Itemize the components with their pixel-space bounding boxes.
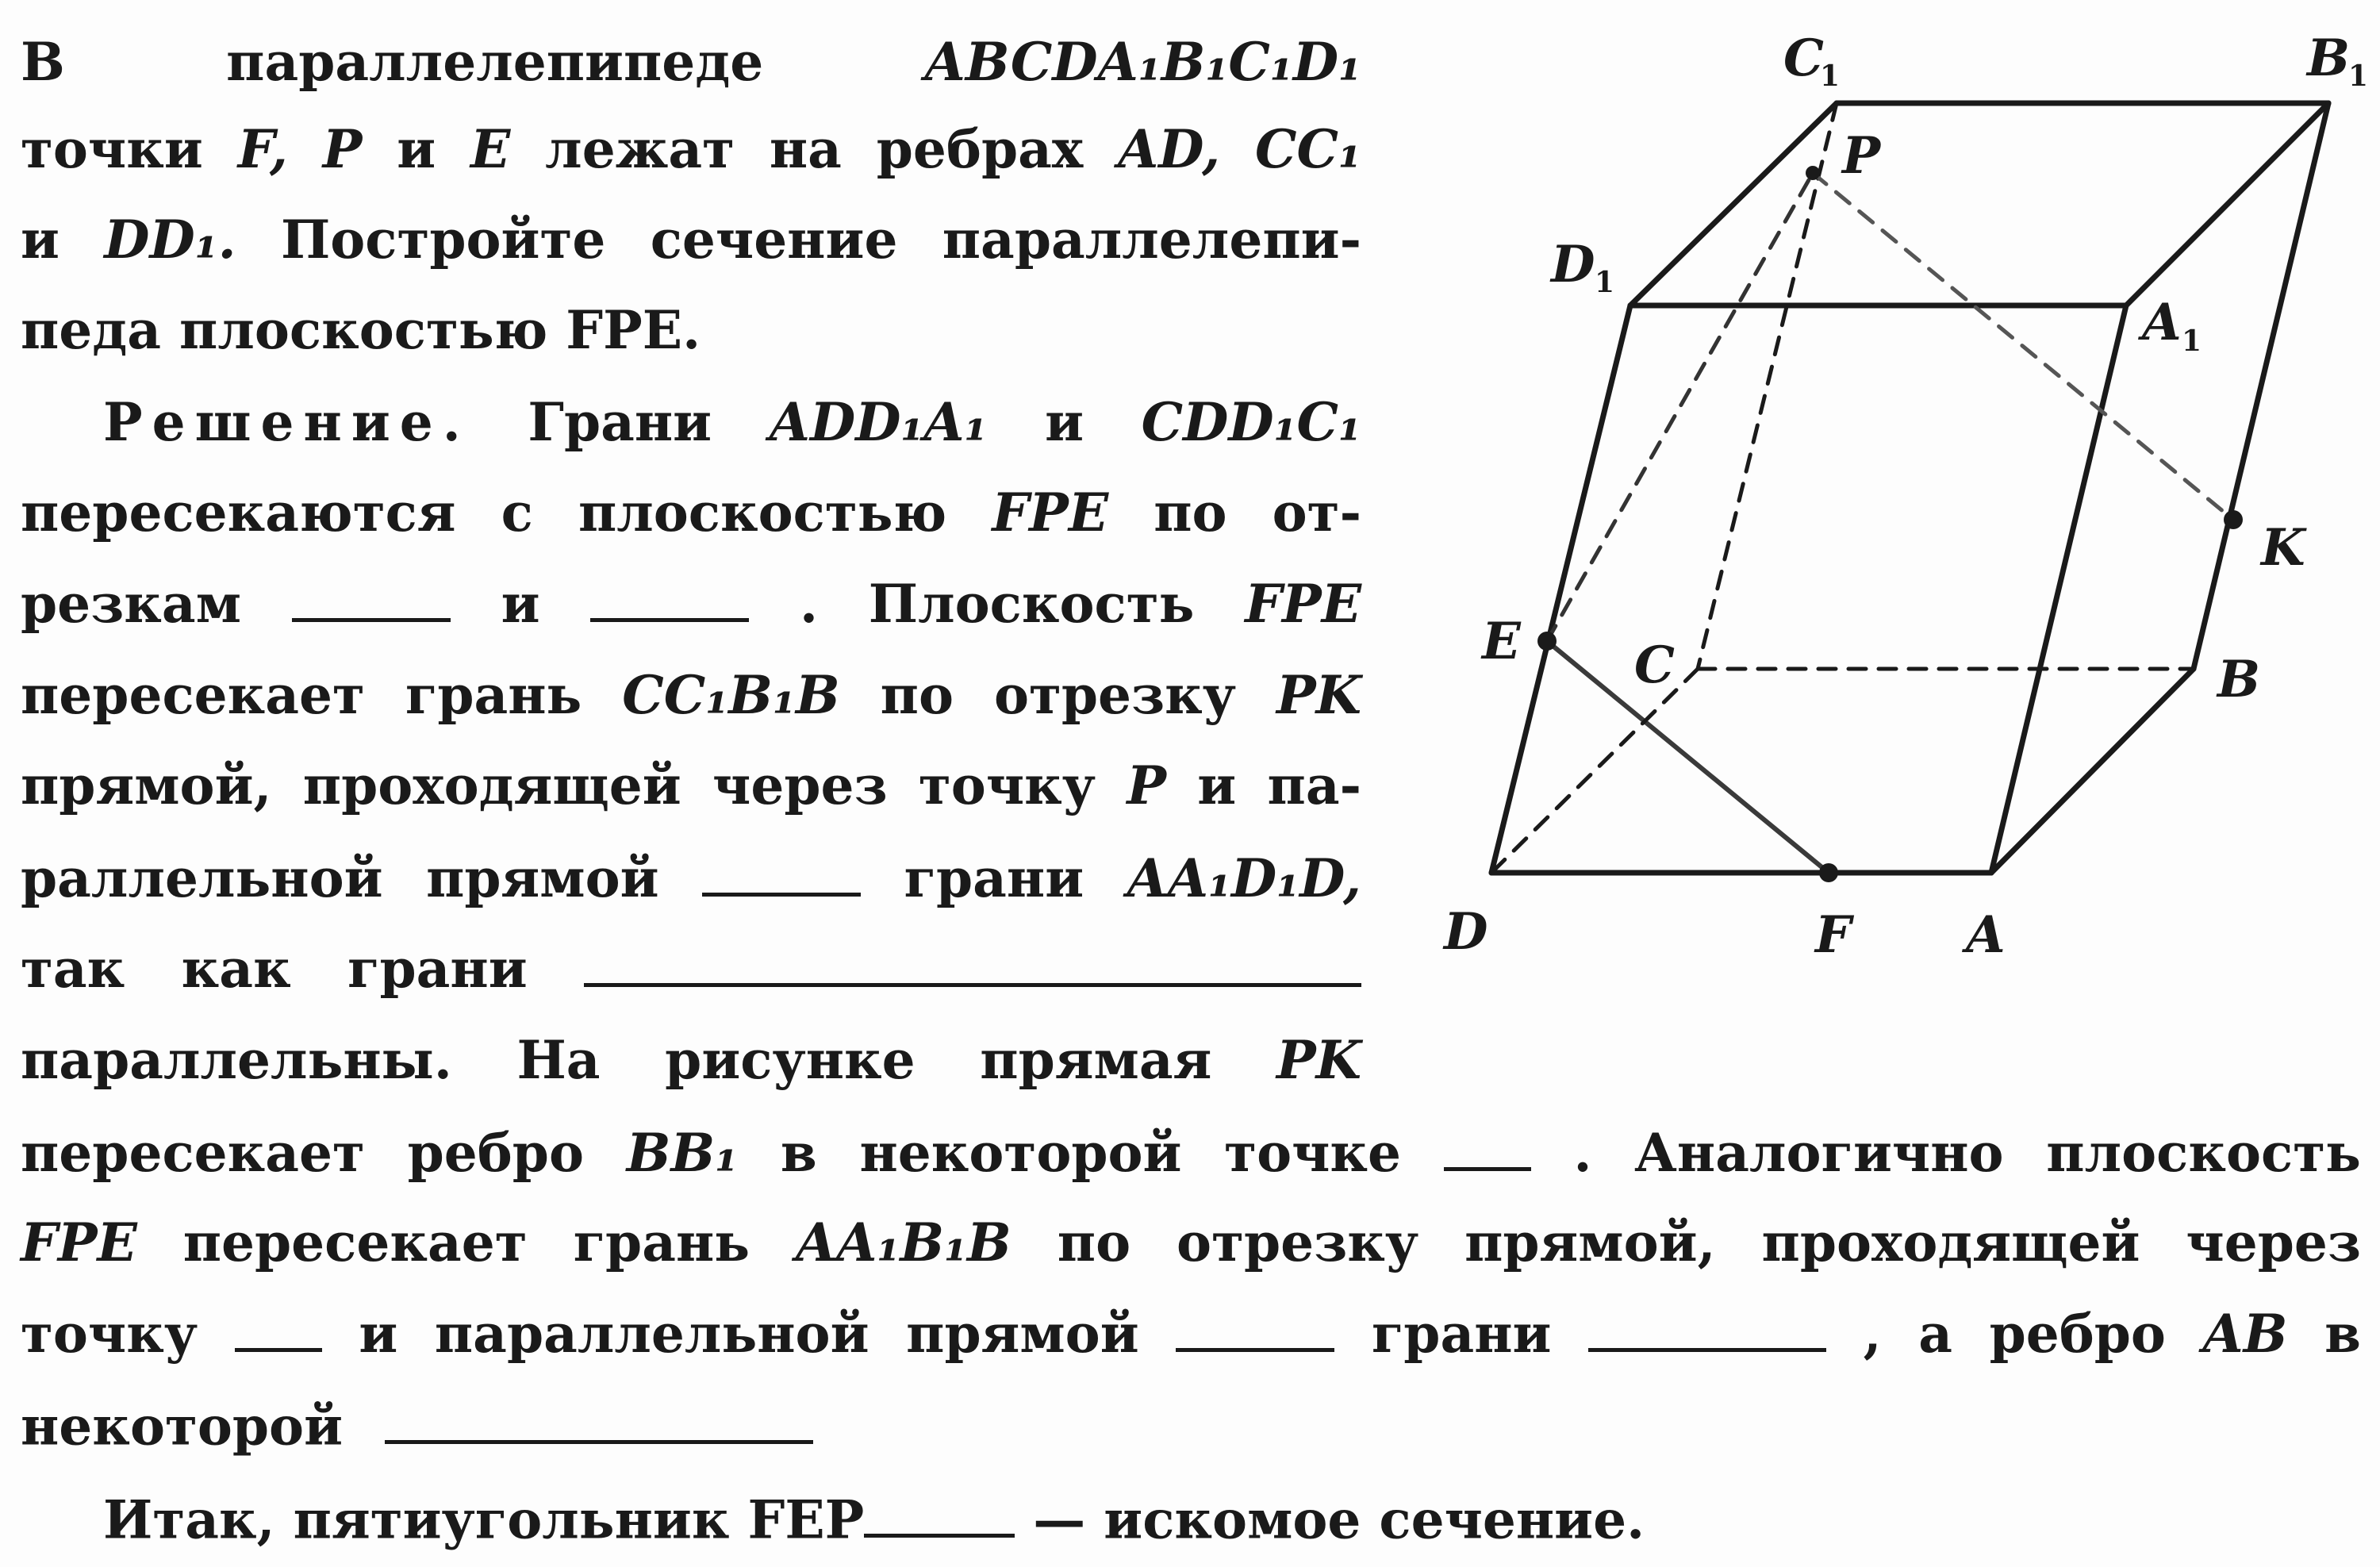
word: ребро — [407, 1122, 584, 1185]
math-term: ABCDA₁B₁C₁D₁ — [924, 31, 1361, 93]
word: и — [1197, 755, 1237, 816]
word: с — [501, 482, 533, 543]
svg-text:1: 1 — [2348, 60, 2369, 93]
label-A: A — [1966, 905, 2006, 965]
edge-AB — [1991, 669, 2194, 873]
solution-heading: Решение. — [103, 391, 470, 453]
word: и — [1045, 391, 1084, 453]
word: точку — [21, 1303, 198, 1365]
math-term: AD, — [1118, 118, 1221, 180]
math-term: CC₁ — [1254, 118, 1361, 180]
label-C1: C — [1783, 29, 1824, 88]
word: как — [181, 938, 291, 1000]
word: и — [359, 1303, 398, 1365]
conclusion-text: Итак, пятиугольник FEP — [103, 1488, 865, 1551]
math-term: CC₁B₁B — [622, 664, 840, 726]
word: пересекает — [182, 1212, 528, 1273]
word: на — [769, 118, 842, 180]
word: отрезку — [1177, 1212, 1419, 1273]
word: по — [1154, 482, 1227, 543]
word: пересекает — [21, 664, 365, 726]
math-term: CDD₁C₁ — [1141, 391, 1361, 453]
word: через — [712, 755, 888, 816]
math-term: FPE — [992, 482, 1109, 543]
word: проходящей — [302, 755, 681, 816]
word: некоторой — [859, 1122, 1182, 1185]
word: Аналогично — [1634, 1122, 2004, 1185]
word: сечение — [650, 209, 898, 271]
word: прямая — [980, 1029, 1212, 1091]
word: прямой — [906, 1303, 1139, 1365]
edge-CD-hidden — [1491, 669, 1698, 873]
label-P: P — [1842, 126, 1881, 186]
word: а — [1918, 1303, 1953, 1365]
label-A1: A — [2142, 293, 2182, 352]
word: через — [2186, 1212, 2361, 1273]
word: проходящей — [1761, 1212, 2140, 1273]
word: плоскостью — [578, 482, 947, 543]
word: В — [21, 31, 65, 93]
word: прямой, — [1464, 1212, 1716, 1273]
word: точке — [1224, 1122, 1402, 1185]
word: прямой — [426, 847, 659, 910]
edge-A1A — [1991, 305, 2126, 873]
word: так — [21, 938, 125, 1000]
conclusion-text: — искомое сечение. — [1015, 1488, 1645, 1551]
word: грани — [347, 938, 528, 1000]
math-term: PK — [1276, 664, 1361, 726]
word: некоторой — [21, 1395, 344, 1458]
word: рисунке — [665, 1029, 916, 1091]
word: лежат — [545, 118, 735, 180]
word: от- — [1272, 482, 1361, 543]
word: па- — [1267, 755, 1361, 816]
label-C: C — [1634, 636, 1675, 695]
point-P — [1806, 166, 1820, 180]
math-term: PK — [1276, 1029, 1361, 1091]
math-term: P — [1127, 755, 1166, 816]
word: плоскость — [2046, 1122, 2361, 1185]
word: параллельны. — [21, 1029, 452, 1091]
word: параллелепи- — [942, 209, 1361, 271]
word: ребрах — [876, 118, 1084, 180]
math-term: E — [470, 118, 511, 180]
label-F: F — [1815, 905, 1852, 965]
word: в — [780, 1122, 817, 1185]
word: грани — [1371, 1303, 1552, 1365]
section-EF — [1547, 641, 1829, 873]
point-K — [2224, 510, 2243, 529]
math-term: AA₁D₁D, — [1127, 847, 1361, 910]
math-term: FPE — [21, 1212, 137, 1273]
word: точку — [918, 755, 1096, 816]
math-term: AA₁B₁B — [796, 1212, 1012, 1273]
word: Плоскость — [868, 573, 1195, 636]
word: Грани — [528, 391, 712, 453]
edge-B1A1 — [2126, 103, 2328, 305]
sentence: педа плоскостью FPE. — [21, 299, 701, 361]
word: пересекает — [21, 1122, 365, 1185]
word: параллелепипеде — [226, 31, 764, 93]
punctuation: . — [800, 573, 819, 636]
punctuation: . — [1573, 1122, 1592, 1185]
word: грань — [573, 1212, 750, 1273]
word: резкам — [21, 573, 242, 636]
word: отрезку — [993, 664, 1237, 726]
point-F — [1819, 863, 1838, 882]
edge-C1D1 — [1630, 103, 1837, 305]
word: по — [1057, 1212, 1131, 1273]
edge-B1B — [2194, 103, 2328, 669]
label-B1: B — [2307, 29, 2351, 88]
svg-text:1: 1 — [1820, 60, 1841, 93]
word: параллельной — [434, 1303, 869, 1365]
word: и — [21, 209, 60, 271]
math-term: FPE — [1245, 573, 1361, 636]
punctuation: , — [1863, 1303, 1882, 1365]
math-term: BB₁ — [626, 1122, 739, 1185]
word: На — [516, 1029, 601, 1091]
edge-D1D — [1491, 305, 1630, 873]
word: пересекаются — [21, 482, 456, 543]
word: в — [2324, 1303, 2361, 1365]
svg-text:1: 1 — [1595, 266, 1615, 299]
label-K: K — [2261, 518, 2305, 578]
word: грани — [904, 847, 1084, 910]
label-E: E — [1482, 612, 1521, 671]
label-D1: D — [1551, 235, 1595, 294]
math-term: P — [322, 118, 363, 180]
word: по — [880, 664, 954, 726]
word: раллельной — [21, 847, 383, 910]
word: и — [397, 118, 436, 180]
math-term: ADD₁A₁ — [769, 391, 988, 453]
math-term: F, — [237, 118, 288, 180]
label-B: B — [2217, 650, 2261, 709]
math-term: AB — [2202, 1303, 2288, 1365]
word: Постройте — [280, 209, 606, 271]
point-E — [1537, 632, 1557, 651]
word: и — [501, 573, 540, 636]
word: точки — [21, 118, 203, 180]
label-D: D — [1444, 902, 1488, 962]
math-term: DD₁. — [104, 209, 236, 271]
edge-C1C-hidden — [1698, 103, 1837, 669]
word: ребро — [1989, 1303, 2166, 1365]
word: прямой, — [21, 755, 272, 816]
word: грань — [405, 664, 582, 726]
svg-text:1: 1 — [2182, 325, 2202, 358]
